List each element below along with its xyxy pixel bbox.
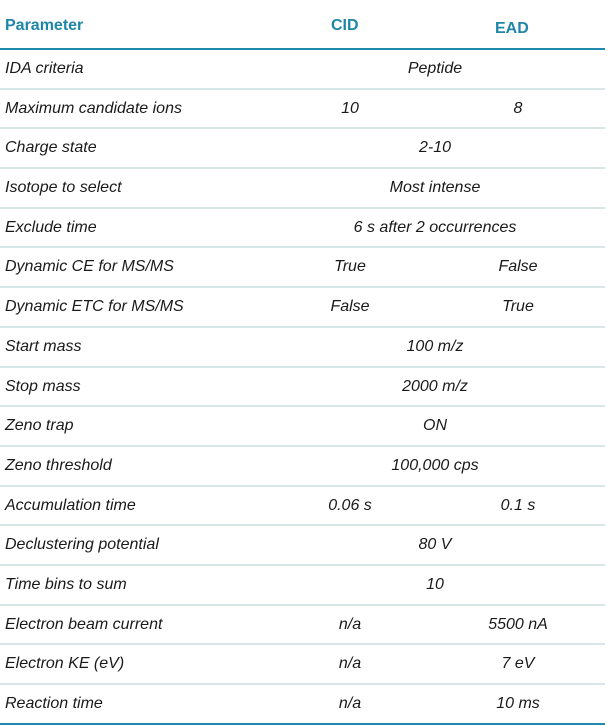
parameter-cell: IDA criteria xyxy=(5,60,84,77)
cid-value-cell: False xyxy=(330,298,370,316)
table-row xyxy=(0,169,605,209)
table-row xyxy=(0,487,605,527)
shared-value-cell: 100,000 cps xyxy=(391,456,479,474)
parameter-cell: Time bins to sum xyxy=(5,575,127,593)
parameter-cell: Zeno trap xyxy=(5,417,74,435)
table-row xyxy=(0,209,605,249)
table-row xyxy=(0,328,605,368)
shared-value-cell: Peptide xyxy=(407,60,463,77)
cid-value-cell: 0.06 s xyxy=(328,496,372,514)
parameter-cell: Isotope to select xyxy=(5,179,122,197)
header-parameter: Parameter xyxy=(5,17,84,34)
cid-value-cell: n/a xyxy=(338,615,362,633)
parameter-cell: Electron beam current xyxy=(5,615,163,633)
ead-value-cell: 0.1 s xyxy=(500,496,536,514)
header-cid: CID xyxy=(331,17,359,34)
header-ead: EAD xyxy=(495,20,529,37)
table-row xyxy=(0,447,605,487)
shared-value-cell: 2-10 xyxy=(418,139,452,157)
parameter-cell: Stop mass xyxy=(5,377,81,395)
table-row xyxy=(0,129,605,169)
table-row xyxy=(0,407,605,447)
parameter-cell: Reaction time xyxy=(5,695,103,712)
shared-value-cell: 80 V xyxy=(418,536,452,554)
shared-value-cell: 2000 m/z xyxy=(402,377,468,395)
table-row xyxy=(0,645,605,685)
table-row xyxy=(0,288,605,328)
ead-value-cell: True xyxy=(502,298,534,316)
table-row xyxy=(0,566,605,606)
ead-value-cell: False xyxy=(498,258,538,276)
shared-value-cell: 6 s after 2 occurrences xyxy=(353,218,517,236)
parameter-cell: Declustering potential xyxy=(5,536,159,554)
ead-value-cell: 10 ms xyxy=(496,695,540,712)
parameter-cell: Charge state xyxy=(5,139,97,157)
parameter-cell: Dynamic CE for MS/MS xyxy=(5,258,174,276)
ead-value-cell: 7 eV xyxy=(501,655,535,673)
table-row xyxy=(0,685,605,725)
parameter-cell: Zeno threshold xyxy=(5,456,112,474)
parameter-cell: Electron KE (eV) xyxy=(5,655,125,673)
table-row xyxy=(0,606,605,646)
table-row xyxy=(0,526,605,566)
parameter-cell: Exclude time xyxy=(5,218,97,236)
cid-value-cell: n/a xyxy=(338,695,362,712)
table-row xyxy=(0,90,605,130)
parameter-cell: Start mass xyxy=(5,337,82,355)
ead-value-cell: 8 xyxy=(513,99,523,117)
shared-value-cell: 10 xyxy=(426,575,444,593)
cid-value-cell: 10 xyxy=(341,99,359,117)
table-body xyxy=(0,50,605,725)
parameter-cell: Accumulation time xyxy=(5,496,136,514)
table-row xyxy=(0,368,605,408)
parameter-cell: Dynamic ETC for MS/MS xyxy=(5,298,184,316)
table-row xyxy=(0,50,605,90)
shared-value-cell: ON xyxy=(423,417,447,435)
shared-value-cell: 100 m/z xyxy=(406,337,464,355)
ead-value-cell: 5500 nA xyxy=(488,615,548,633)
shared-value-cell: Most intense xyxy=(389,179,481,197)
table-row xyxy=(0,248,605,288)
parameter-cell: Maximum candidate ions xyxy=(5,99,182,117)
cid-value-cell: True xyxy=(334,258,366,276)
cid-value-cell: n/a xyxy=(338,655,362,673)
table-header xyxy=(0,0,605,50)
